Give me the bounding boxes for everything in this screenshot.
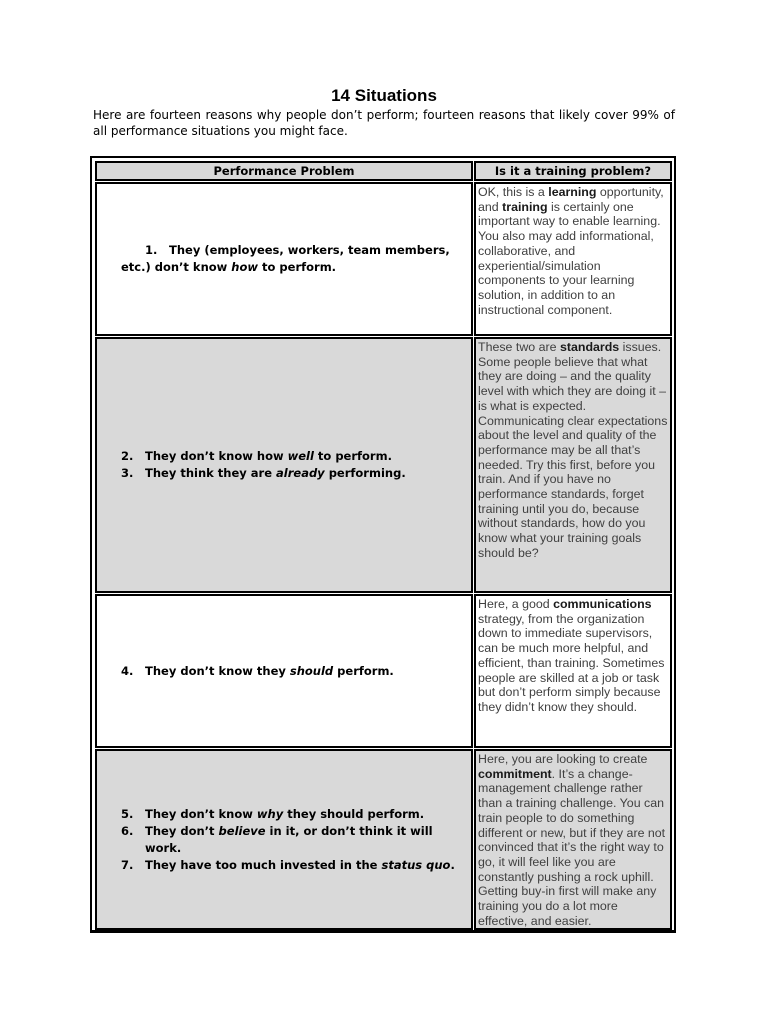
table-row-3-answer: Here, a good communications strategy, from the organization down to immediate supervisors, can be much more helpful, and efficient, than training. Sometimes people are skilled at a job or task but don’t perform simply because they didn’t know they should. (474, 594, 672, 748)
header-performance-problem: Performance Problem (95, 161, 473, 181)
list-item: 6. They don’t believe in it, or don’t think it will work. (121, 823, 433, 855)
table-row-3-problem (95, 594, 473, 748)
problem-list (97, 448, 471, 482)
list-item: 1. They (employees, workers, team members, etc.) don’t know how to perform. (121, 243, 450, 274)
table-row-2-answer: These two are standards issues. Some people believe that what they are doing – and the quality level with which they are doing it – is what is expected. Communicating clear expectations about the level and quality of the performance may be all that’s needed. Try this first, before you train. And if you have no performance standards, forget training until you do, because without standards, how do you know what your training goals should be? (474, 337, 672, 593)
document-title: 14 Situations (331, 86, 437, 105)
intro-paragraph: Here are fourteen reasons why people don’t perform; fourteen reasons that likely cover 99% of all performance situations you might face. (93, 108, 675, 138)
table-row-1-problem (95, 182, 473, 336)
list-item: 5. They don’t know why they should perform. (121, 806, 425, 821)
list-item: 3. They think they are already performing. (121, 466, 406, 480)
table-row-2-problem (95, 337, 473, 593)
table-row-4-answer: Here, you are looking to create commitment. It’s a change-management challenge rather than a training challenge. You can train people to do something different or new, but if they are not convinced that it’s the right way to go, it will feel like you are constantly pushing a rock uphill. Getting buy-in first will make any training you do a lot more effective, and easier. (474, 749, 672, 930)
problem-list (97, 663, 471, 680)
table-row-4-problem (95, 749, 473, 930)
table-row-1-answer: OK, this is a learning opportunity, and training is certainly one important way to enable learning. You also may add informational, collaborative, and experiential/simulation components to your learning solution, in addition to an instructional component. (474, 182, 672, 336)
problem-list (97, 242, 471, 276)
header-training-problem: Is it a training problem? (474, 161, 672, 181)
list-item: 2. They don’t know how well to perform. (121, 449, 392, 463)
list-item: 7. They have too much invested in the status quo. (121, 857, 455, 872)
situations-table (90, 156, 676, 933)
list-item: 4. They don’t know they should perform. (121, 663, 394, 678)
problem-list (97, 806, 471, 874)
